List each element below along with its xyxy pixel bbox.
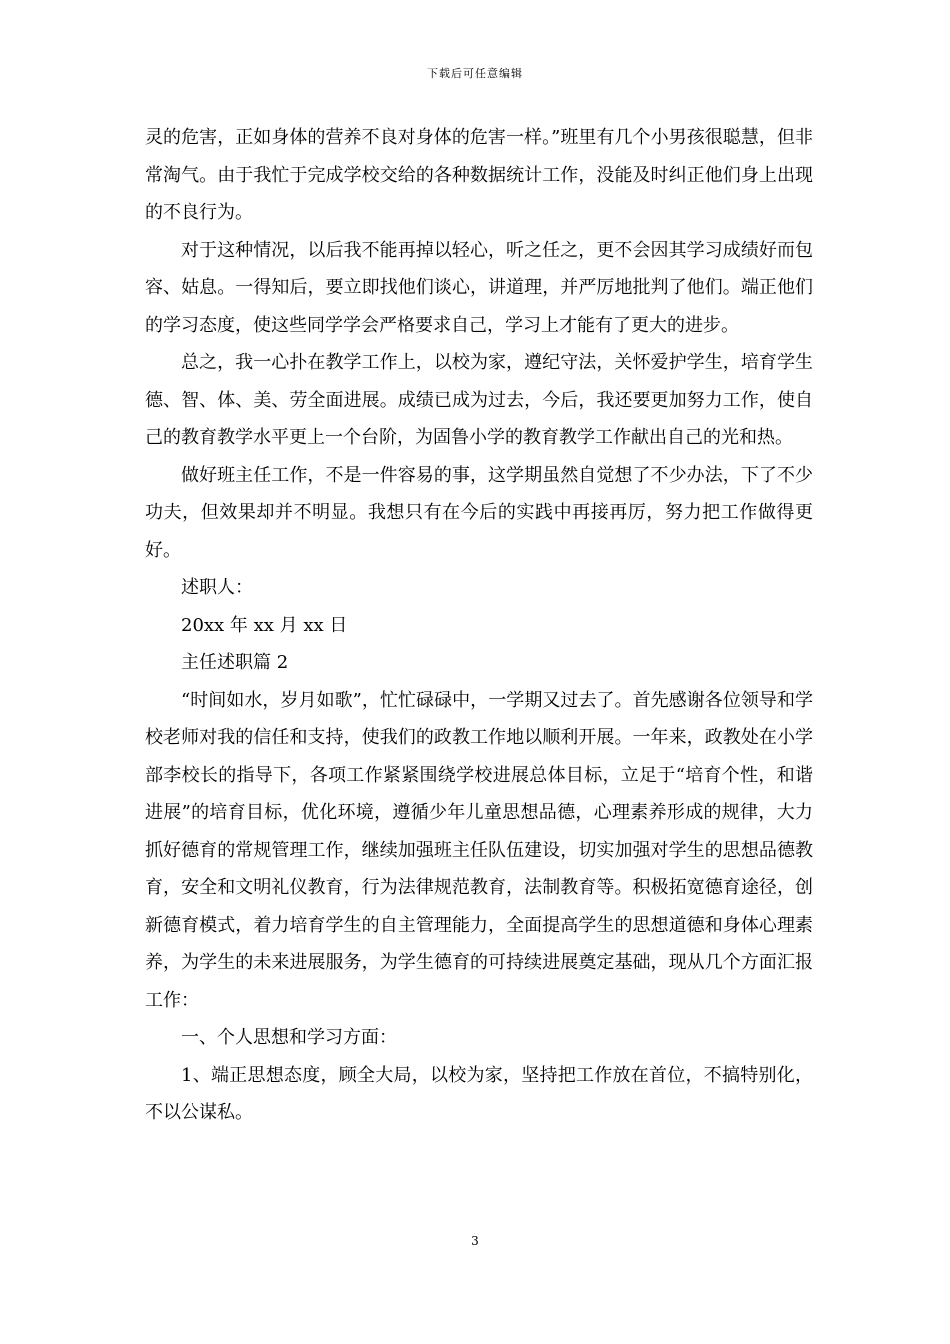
paragraph: “时间如水，岁月如歌”，忙忙碌碌中，一学期又过去了。首先感谢各位领导和学校老师对我的信任和支持，使我们的政教工作地以顺利开展。一年来，政教处在小学部李校长的指导下，各项工作紧紧围绕学校进展总体目标，立足于“培育个性，和谐进展”的培育目标，优化环境，遵循少年儿童思想品德，心理素养形成的规律，大力抓好德育的常规管理工作，继续加强班主任队伍建设，切实加强对学生的思想品德教育，安全和文明礼仪教育，行为法律规范教育，法制教育等。积极拓宽德育途径，创新德育模式，着力培育学生的自主管理能力，全面提高学生的思想道德和身体心理素养，为学生的未来进展服务，为学生德育的可持续进展奠定基础，现从几个方面汇报工作：: [145, 689, 813, 1011]
date-line: 20xx 年 xx 月 xx 日: [181, 614, 348, 636]
page-number: 3: [471, 1234, 479, 1248]
paragraph: 做好班主任工作，不是一件容易的事，这学期虽然自觉想了不少办法，下了不少功夫，但效果却并不明显。我想只有在今后的实践中再接再厉，努力把工作做得更好。: [145, 464, 813, 561]
section-heading: 一、个人思想和学习方面：: [181, 1027, 397, 1048]
paragraph: 总之，我一心扑在教学工作上，以校为家，遵纪守法，关怀爱护学生，培育学生德、智、体、美、劳全面进展。成绩已成为过去，今后，我还要更加努力工作，使自己的教育教学水平更上一个台阶，为固鲁小学的教育教学工作献出自己的光和热。: [145, 352, 813, 448]
section-title: 主任述职篇 2: [181, 652, 289, 673]
page-header: 下载后可任意编辑: [427, 67, 523, 80]
paragraph: 对于这种情况，以后我不能再掉以轻心，听之任之，更不会因其学习成绩好而包容、姑息。一得知后，要立即找他们谈心，讲道理，并严厉地批判了他们。端正他们的学习态度，使这些同学学会严格要求自己，学习上才能有了更大的进步。: [145, 239, 813, 336]
signature-label: 述职人：: [181, 577, 253, 598]
paragraph: 1、端正思想态度，顾全大局，以校为家，坚持把工作放在首位，不搞特别化，不以公谋私。: [145, 1064, 813, 1123]
document-body: [145, 119, 813, 1132]
paragraph: 灵的危害，正如身体的营养不良对身体的危害一样。”班里有几个小男孩很聪慧，但非常淘气。由于我忙于完成学校交给的各种数据统计工作，没能及时纠正他们身上出现的不良行为。: [145, 127, 813, 223]
